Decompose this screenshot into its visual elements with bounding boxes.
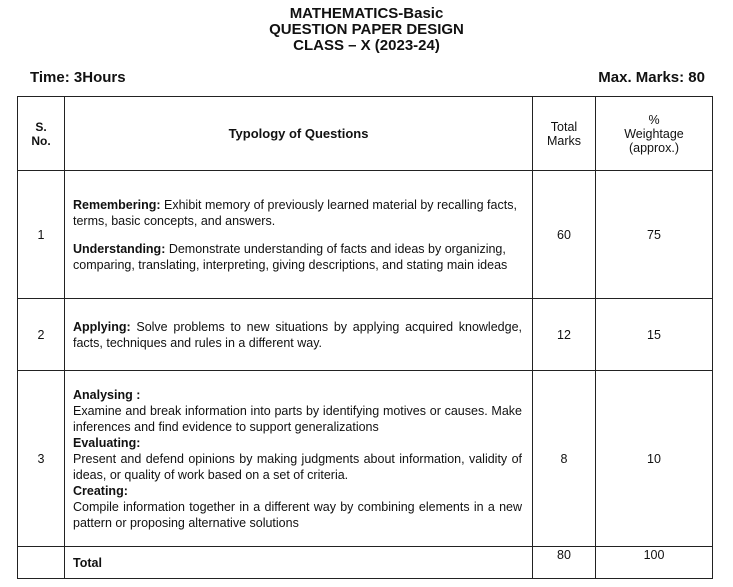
creating-label: Creating: bbox=[73, 483, 128, 498]
row-weightage: 10 bbox=[596, 371, 713, 547]
header-typology: Typology of Questions bbox=[65, 97, 533, 171]
remembering-text: Exhibit memory of previously learned material by recalling facts, terms, basic concepts, and answers. bbox=[73, 197, 517, 228]
paper-design-title: QUESTION PAPER DESIGN bbox=[269, 21, 464, 38]
subject-title: MATHEMATICS-Basic bbox=[289, 5, 444, 22]
row-total-marks: 60 bbox=[533, 171, 596, 299]
row-typology bbox=[65, 171, 533, 299]
time-label: Time: 3Hours bbox=[30, 69, 126, 86]
total-label: Total bbox=[65, 547, 533, 579]
table-row bbox=[18, 371, 713, 547]
row-typology bbox=[65, 299, 533, 371]
applying-paragraph bbox=[73, 319, 522, 351]
table-row bbox=[18, 299, 713, 371]
total-weightage: 100 bbox=[596, 547, 713, 579]
understanding-paragraph bbox=[73, 241, 522, 273]
header-weightage bbox=[596, 97, 713, 171]
creating-text: Compile information together in a different way by combining elements in a new pattern or proposing alternative solutions bbox=[73, 499, 522, 530]
header-marks-line1: Total bbox=[550, 119, 578, 134]
row-weightage: 15 bbox=[596, 299, 713, 371]
row-weightage: 75 bbox=[596, 171, 713, 299]
understanding-text: Demonstrate understanding of facts and ideas by organizing, comparing, translating, interpreting, giving descriptions, and stating main ideas bbox=[73, 241, 508, 272]
total-marks: 80 bbox=[533, 547, 596, 579]
row-sno: 1 bbox=[18, 171, 65, 299]
remembering-label: Remembering: bbox=[73, 197, 161, 212]
understanding-label: Understanding: bbox=[73, 241, 166, 256]
row-typology bbox=[65, 371, 533, 547]
evaluating-text: Present and defend opinions by making judgments about information, validity of ideas, or quality of work based on a set of criteria. bbox=[73, 451, 522, 482]
applying-text: Solve problems to new situations by applying acquired knowledge, facts, techniques and rules in a different way. bbox=[73, 319, 522, 350]
max-marks-label: Max. Marks: 80 bbox=[598, 69, 705, 86]
header-weight-line1: % bbox=[648, 112, 660, 127]
table-total-row bbox=[18, 547, 713, 579]
row-total-marks: 8 bbox=[533, 371, 596, 547]
header-weight-line2: Weightage bbox=[624, 126, 684, 141]
analysing-label: Analysing : bbox=[73, 387, 141, 402]
analysing-text: Examine and break information into parts by identifying motives or causes. Make inferences and find evidence to support generalizations bbox=[73, 403, 522, 434]
question-paper-design-table bbox=[17, 96, 713, 579]
header-sno-line1: S. bbox=[35, 119, 47, 134]
row-total-marks: 12 bbox=[533, 299, 596, 371]
header-weight-line3: (approx.) bbox=[628, 140, 680, 155]
document-title bbox=[0, 6, 733, 54]
header-sno bbox=[18, 97, 65, 171]
header-sno-line2: No. bbox=[31, 133, 51, 148]
header-total-marks bbox=[533, 97, 596, 171]
total-sno-empty bbox=[18, 547, 65, 579]
table-header-row bbox=[18, 97, 713, 171]
row-sno: 2 bbox=[18, 299, 65, 371]
remembering-paragraph bbox=[73, 197, 522, 229]
evaluating-label: Evaluating: bbox=[73, 435, 141, 450]
row-sno: 3 bbox=[18, 371, 65, 547]
table-row bbox=[18, 171, 713, 299]
class-title: CLASS – X (2023-24) bbox=[293, 37, 440, 54]
header-marks-line2: Marks bbox=[546, 133, 582, 148]
applying-label: Applying: bbox=[73, 319, 131, 334]
